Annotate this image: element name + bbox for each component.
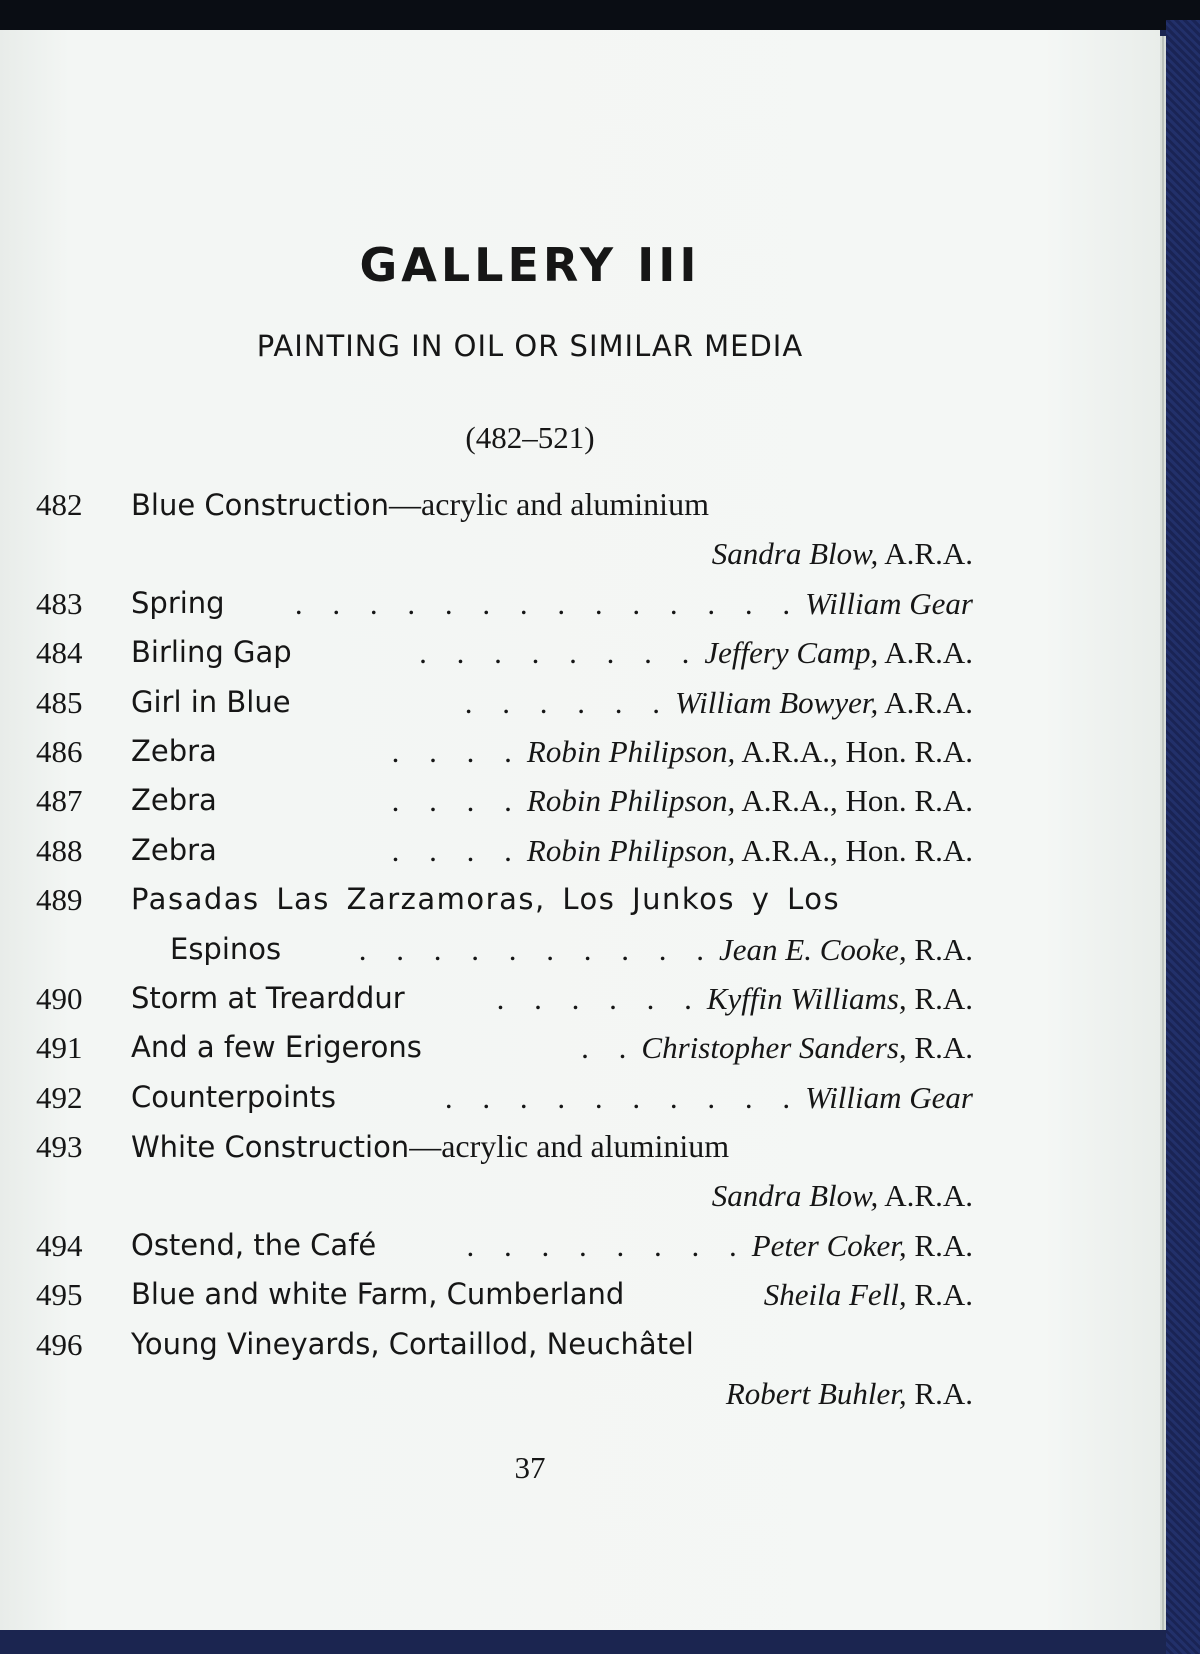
entry-artist: . . . . . . William Bowyer, A.R.A. bbox=[464, 684, 973, 720]
entry-number: 482 bbox=[36, 487, 83, 522]
entry-artist: . . . . . . . . . . William Gear bbox=[444, 1079, 973, 1115]
entry-number: 489 bbox=[36, 882, 83, 918]
leader-dots: . . . . . . bbox=[464, 684, 672, 720]
leader-dots: . . . . . . . . bbox=[419, 635, 701, 671]
list-item bbox=[0, 974, 1160, 1023]
list-item-continuation bbox=[0, 1369, 1160, 1418]
entry-number: 494 bbox=[36, 1227, 83, 1263]
entry-artist: . . . . Robin Philipson, A.R.A., Hon. R.A. bbox=[391, 832, 973, 868]
list-item bbox=[0, 1122, 1160, 1171]
entry-artist: . . . . . . . . Jeffery Camp, A.R.A. bbox=[419, 635, 973, 671]
list-item-continuation bbox=[0, 529, 1160, 578]
leader-dots: . . . . bbox=[391, 733, 523, 769]
book-cover-edge bbox=[1166, 20, 1200, 1654]
entry-number: 490 bbox=[36, 980, 83, 1016]
entry-artist: Sandra Blow, A.R.A. bbox=[711, 536, 973, 572]
entry-title: Blue Construction—acrylic and aluminium bbox=[131, 486, 709, 522]
leader-dots: . . . . bbox=[391, 783, 523, 819]
list-item bbox=[0, 1270, 1160, 1319]
entry-artist: . . Christopher Sanders, R.A. bbox=[581, 1030, 973, 1066]
entry-number: 487 bbox=[36, 783, 83, 819]
entry-number: 491 bbox=[36, 1030, 83, 1066]
page-subtitle: PAINTING IN OIL OR SIMILAR MEDIA bbox=[256, 329, 804, 363]
entry-number: 493 bbox=[36, 1129, 83, 1165]
entry-medium: —acrylic and aluminium bbox=[409, 1128, 730, 1165]
entry-number: 495 bbox=[36, 1277, 83, 1313]
list-item bbox=[0, 678, 1160, 727]
catalogue-range: (482–521) bbox=[465, 420, 595, 455]
list-item bbox=[0, 1073, 1160, 1122]
entry-number: 496 bbox=[36, 1326, 83, 1362]
leader-dots: . . . . . . bbox=[496, 980, 703, 1016]
entry-number: 488 bbox=[36, 832, 83, 868]
list-item bbox=[0, 727, 1160, 776]
page-title: GALLERY III bbox=[359, 238, 701, 292]
entry-artist: . . . . . . . . Peter Coker, R.A. bbox=[466, 1227, 973, 1263]
entry-title: Zebra bbox=[131, 832, 217, 867]
entry-artist: . . . . . . Kyffin Williams, R.A. bbox=[496, 980, 973, 1016]
entry-title: White Construction—acrylic and aluminium bbox=[131, 1128, 730, 1165]
entry-title: Storm at Trearddur bbox=[131, 980, 405, 1015]
entry-title: Counterpoints bbox=[131, 1079, 336, 1114]
entry-number: 484 bbox=[36, 635, 83, 671]
list-item bbox=[0, 826, 1160, 875]
list-item bbox=[0, 1023, 1160, 1072]
entry-title: Zebra bbox=[131, 783, 217, 818]
entry-title: Girl in Blue bbox=[131, 684, 291, 719]
leader-dots: . . . . . . . . . . bbox=[358, 931, 716, 967]
entry-artist: Robert Buhler, R.A. bbox=[725, 1376, 973, 1412]
entry-title: Young Vineyards, Cortaillod, Neuchâtel bbox=[131, 1326, 694, 1361]
list-item-continuation bbox=[0, 1171, 1160, 1220]
entry-title: Blue and white Farm, Cumberland bbox=[131, 1277, 625, 1312]
leader-dots: . . . . bbox=[391, 832, 523, 868]
page-number: 37 bbox=[514, 1450, 546, 1485]
entry-artist: Sheila Fell, R.A. bbox=[763, 1277, 973, 1313]
catalogue-page bbox=[0, 30, 1160, 1630]
entry-number: 483 bbox=[36, 585, 83, 621]
entry-title-continued: Espinos bbox=[170, 931, 282, 966]
leader-dots: . . . . . . . . . . . . . . bbox=[294, 585, 802, 621]
entry-number: 492 bbox=[36, 1079, 83, 1115]
list-item-continuation bbox=[0, 925, 1160, 974]
entry-number: 486 bbox=[36, 733, 83, 769]
list-item bbox=[0, 1221, 1160, 1270]
entry-artist: . . . . Robin Philipson, A.R.A., Hon. R.A. bbox=[391, 783, 973, 819]
entry-title: Spring bbox=[131, 585, 225, 620]
entry-title: Zebra bbox=[131, 733, 217, 768]
list-item bbox=[0, 628, 1160, 677]
leader-dots: . . . . . . . . bbox=[466, 1227, 748, 1263]
list-item bbox=[0, 579, 1160, 628]
entry-artist: . . . . . . . . . . Jean E. Cooke, R.A. bbox=[358, 931, 973, 967]
entry-title: Pasadas Las Zarzamoras, Los Junkos y Los bbox=[131, 882, 841, 917]
leader-dots: . . . . . . . . . . bbox=[444, 1079, 802, 1115]
entry-number: 485 bbox=[36, 684, 83, 720]
entry-artist: . . . . . . . . . . . . . . William Gear bbox=[294, 585, 973, 621]
list-item bbox=[0, 1320, 1160, 1369]
top-shadow bbox=[0, 0, 1200, 30]
entry-artist: Sandra Blow, A.R.A. bbox=[711, 1178, 973, 1214]
entry-title: And a few Erigerons bbox=[131, 1030, 422, 1065]
entry-artist: . . . . Robin Philipson, A.R.A., Hon. R.A. bbox=[391, 733, 973, 769]
entry-title: Birling Gap bbox=[131, 635, 292, 670]
list-item bbox=[0, 776, 1160, 825]
entry-list bbox=[0, 480, 1160, 1418]
entry-title: Ostend, the Café bbox=[131, 1227, 377, 1262]
entry-medium: —acrylic and aluminium bbox=[389, 486, 709, 522]
list-item bbox=[0, 480, 1160, 529]
list-item bbox=[0, 875, 1160, 924]
leader-dots: . . bbox=[581, 1030, 638, 1066]
